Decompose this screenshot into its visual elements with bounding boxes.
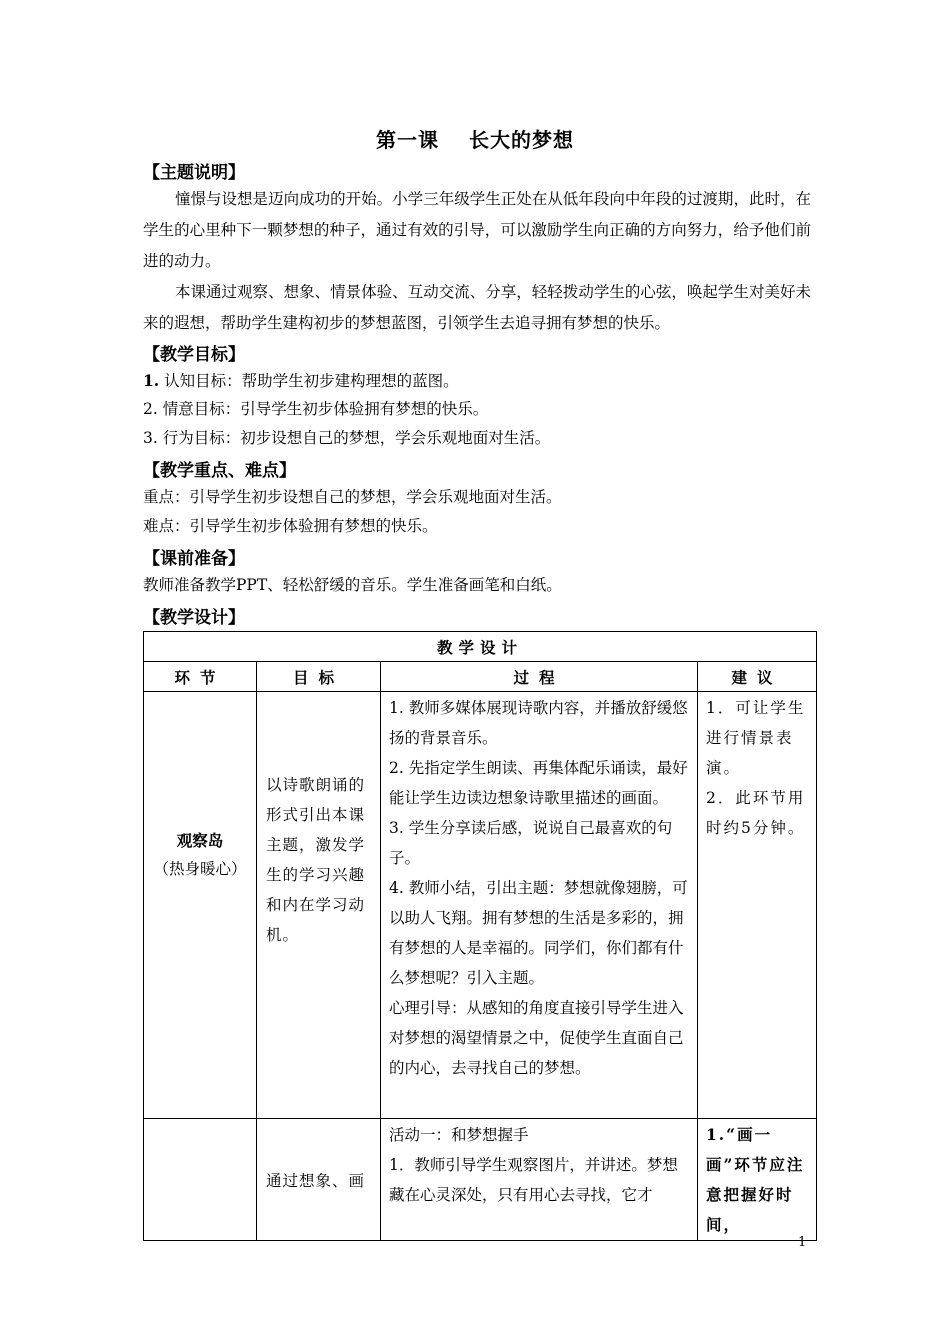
- activity-title: 活动一：和梦想握手: [389, 1126, 529, 1144]
- column-header-stage: 环节: [144, 662, 257, 692]
- process-step-4: 4. 教师小结，引出主题：梦想就像翅膀，可以助人飞翔。拥有梦想的生活是多彩的，拥有梦想的人是幸福的。同学们，你们都有什么梦想呢？引入主题。: [389, 879, 688, 987]
- table-row: [144, 692, 817, 1119]
- goal-item-1: [143, 366, 459, 396]
- title-part2: 长大的梦想: [469, 128, 574, 152]
- process-guidance: 心理引导：从感知的角度直接引导学生进入对梦想的渴望情景之中，促使学生直面自己的内心，去寻找自己的梦想。: [389, 999, 684, 1077]
- teaching-design-table: [143, 631, 817, 1241]
- suggest-item-2: 2．此环节用时约5分钟。: [706, 789, 806, 837]
- title-part1: 第一课: [376, 128, 439, 152]
- column-header-suggest: 建议: [698, 662, 817, 692]
- goal-text-2: 通过想象、画: [266, 1172, 366, 1190]
- section-prep-heading: 【课前准备】: [143, 549, 245, 569]
- process-step-2: 2. 先指定学生朗读、再集体配乐诵读，最好能让学生边读边想象诗歌里描述的画面。: [389, 759, 688, 807]
- section-keypoints-heading: 【教学重点、难点】: [143, 461, 296, 481]
- prep-text: 教师准备教学PPT、轻松舒缓的音乐。学生准备画笔和白纸。: [143, 576, 562, 594]
- section-goals-heading: 【教学目标】: [143, 345, 245, 365]
- process-step-1: 1. 教师多媒体展现诗歌内容，并播放舒缓悠扬的背景音乐。: [389, 699, 688, 747]
- page-title: [0, 124, 950, 153]
- suggest-cell: [698, 692, 817, 1119]
- goal-item-2: 2. 情意目标：引导学生初步体验拥有梦想的快乐。: [143, 400, 489, 418]
- stage-cell: [144, 692, 257, 1119]
- goal-cell-2: [257, 1119, 381, 1241]
- page-number: 1: [798, 1235, 807, 1250]
- stage-cell-2: [144, 1119, 257, 1241]
- keypoint-difficulty: 难点：引导学生初步体验拥有梦想的快乐。: [143, 517, 438, 535]
- goal-text: 以诗歌朗诵的形式引出本课主题，激发学生的学习兴趣和内在学习动机。: [266, 776, 366, 944]
- activity-step-1: 1．教师引导学生观察图片，并讲述。梦想藏在心灵深处，只有用心去寻找，它才: [389, 1156, 678, 1204]
- suggest-item-row2: 1.“画一画”环节应注意把握好时间，: [706, 1125, 805, 1234]
- process-cell: [381, 692, 698, 1119]
- section-theme-heading: 【主题说明】: [143, 163, 245, 183]
- theme-paragraph-1: 憧憬与设想是迈向成功的开始。小学三年级学生正处在从低年段向中年段的过渡期，此时，在学生的心里种下一颗梦想的种子，通过有效的引导，可以激励学生向正确的方向努力，给予他们前进的动力。: [143, 190, 811, 270]
- stage-name: 观察岛: [176, 831, 224, 850]
- goal-item-3: 3. 行为目标：初步设想自己的梦想，学会乐观地面对生活。: [143, 429, 551, 447]
- theme-paragraph-2: 本课通过观察、想象、情景体验、互动交流、分享，轻轻拨动学生的心弦，唤起学生对美好未来的遐想，帮助学生建构初步的梦想蓝图，引领学生去追寻拥有梦想的快乐。: [143, 283, 811, 332]
- goal-cell: [257, 692, 381, 1119]
- goal-item-1-number: 1.: [143, 371, 160, 390]
- section-design-heading: 【教学设计】: [143, 608, 245, 628]
- goal-item-1-text: 认知目标：帮助学生初步建构理想的蓝图。: [159, 372, 459, 390]
- process-cell-2: [381, 1119, 698, 1241]
- suggest-item-1: 1．可让学生进行情景表演。: [706, 699, 806, 777]
- stage-subtitle: （热身暖心）: [153, 860, 247, 878]
- suggest-cell-2: [698, 1119, 817, 1241]
- table-title: 教学设计: [144, 632, 817, 662]
- column-header-goal: 目标: [257, 662, 381, 692]
- column-header-process: 过程: [381, 662, 698, 692]
- process-step-3: 3. 学生分享读后感，说说自己最喜欢的句子。: [389, 819, 673, 867]
- keypoint-focus: 重点：引导学生初步设想自己的梦想，学会乐观地面对生活。: [143, 488, 562, 506]
- table-row: [144, 1119, 817, 1241]
